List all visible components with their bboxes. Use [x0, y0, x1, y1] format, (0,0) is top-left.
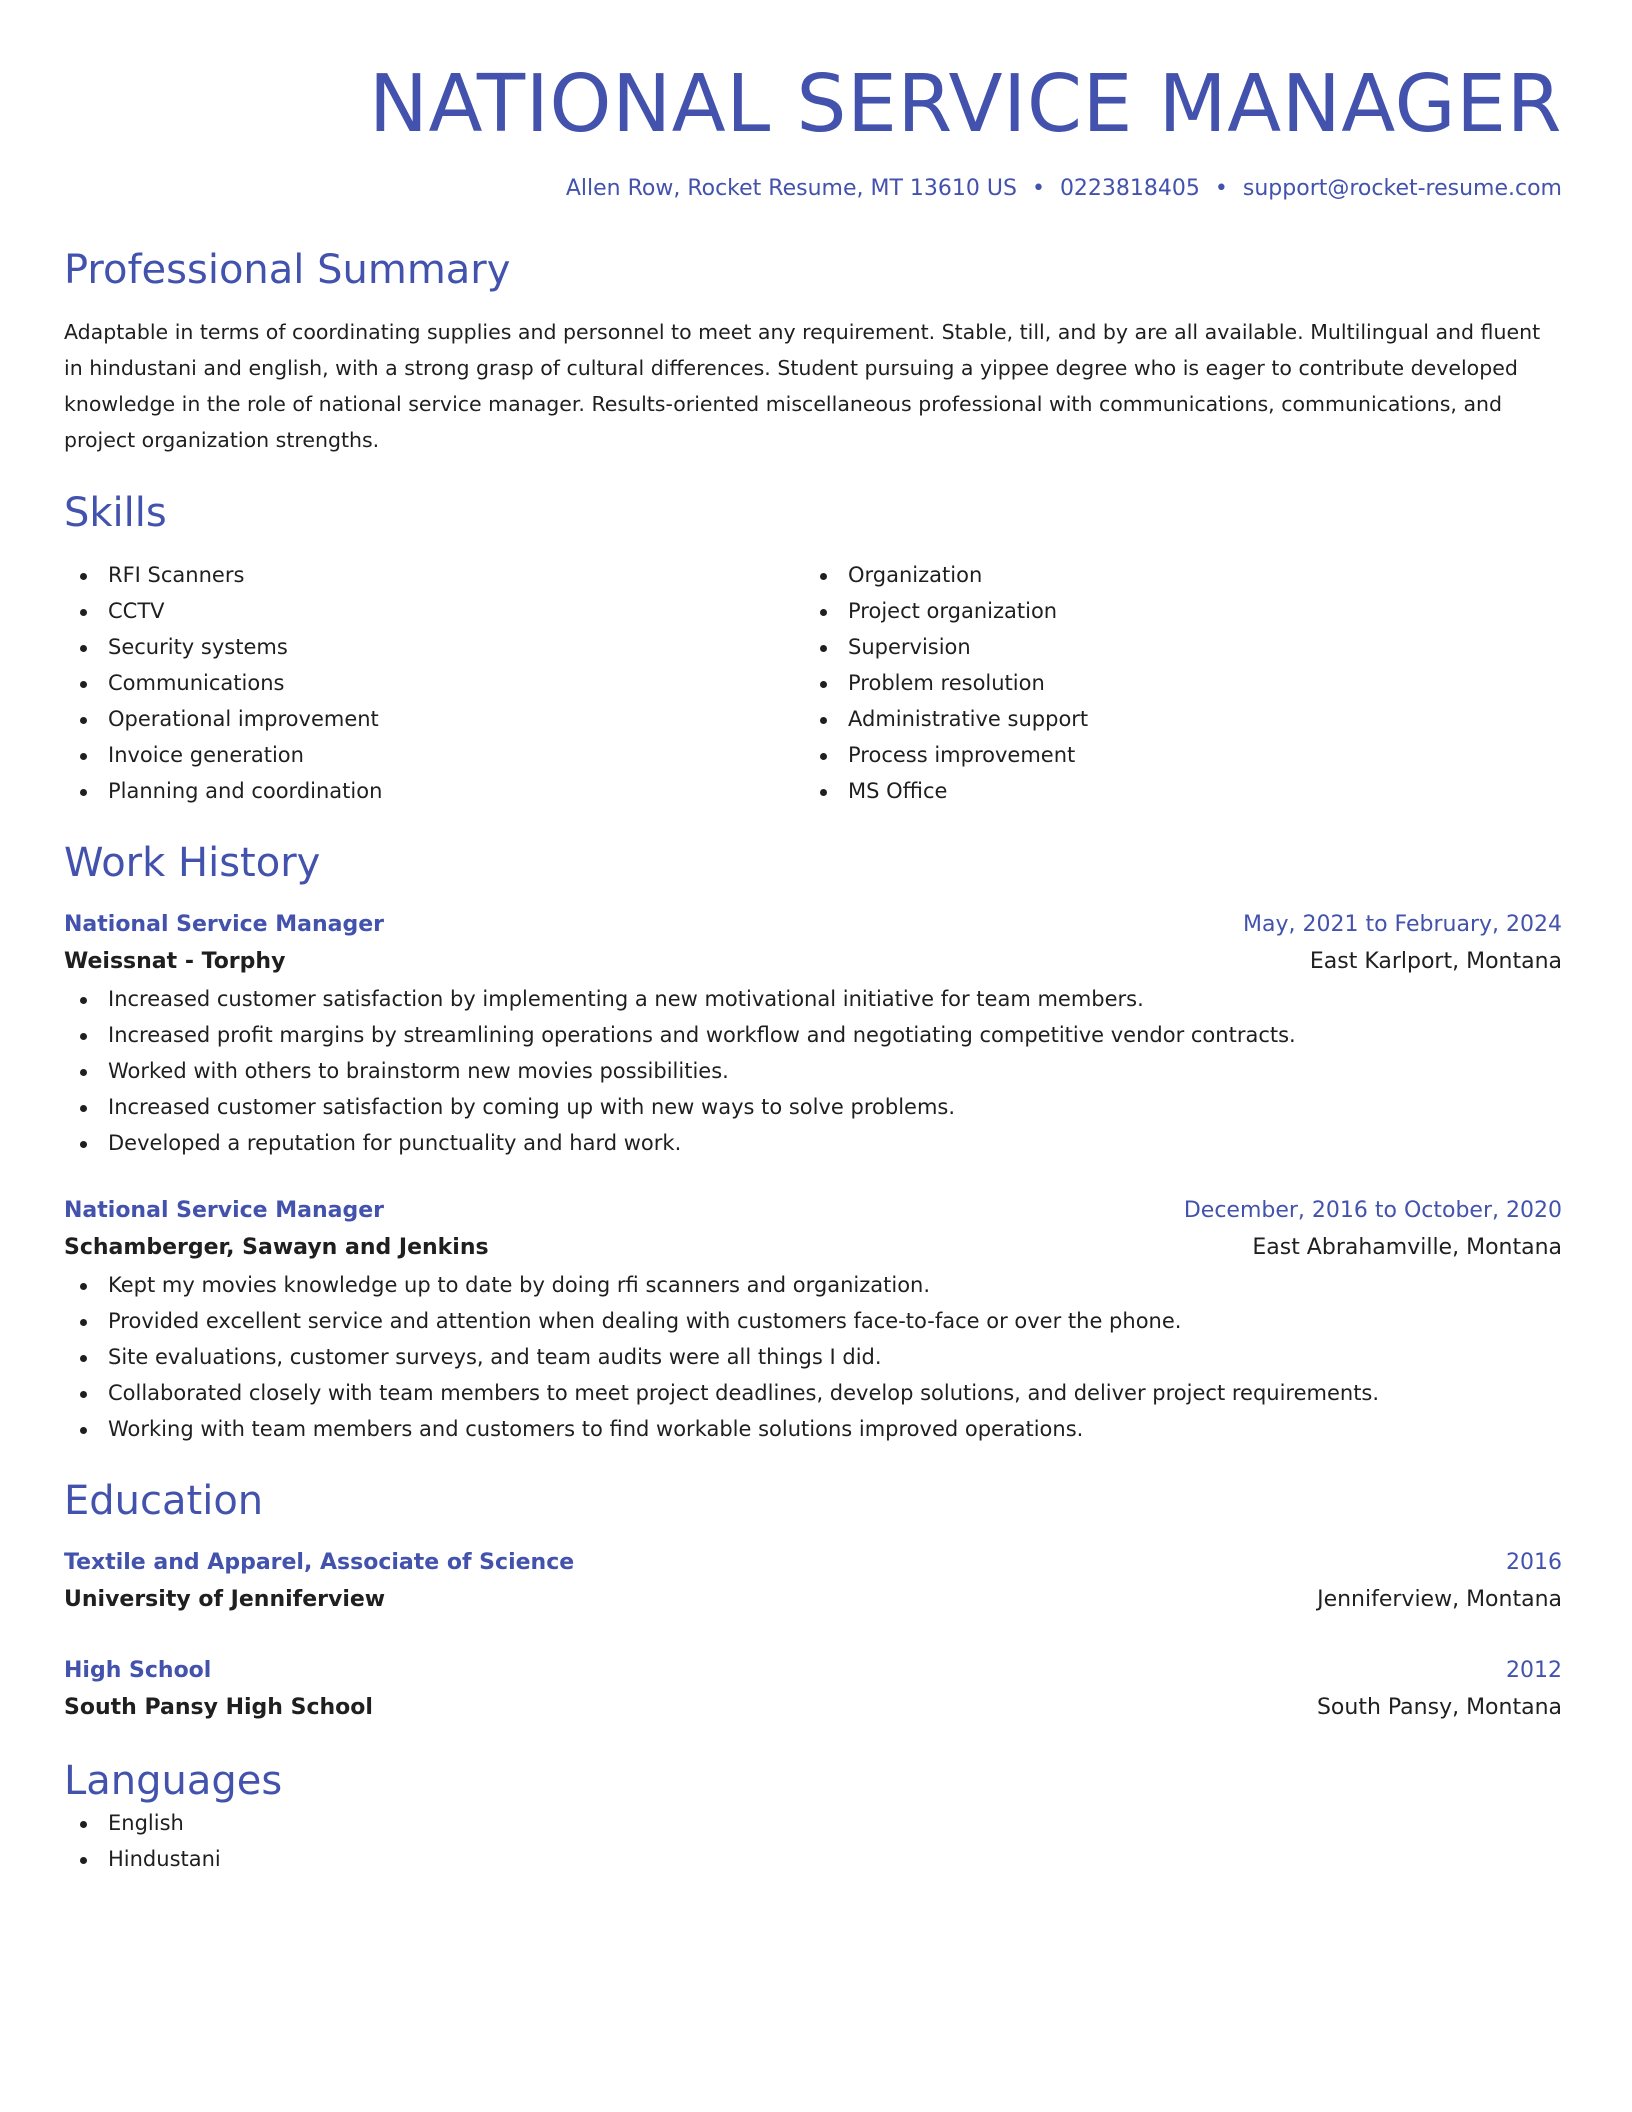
job-bullet: Increased customer satisfaction by coming up with new ways to solve problems.	[64, 1089, 1562, 1125]
skill-item: Administrative support	[804, 701, 1544, 737]
job-bullet: Increased profit margins by streamlining operations and workflow and negotiating competitive vendor contracts.	[64, 1017, 1562, 1053]
skill-item: Operational improvement	[64, 701, 804, 737]
summary-text: Adaptable in terms of coordinating supplies and personnel to meet any requirement. Stable, till, and by are all available. Multilingual and fluent in hindustani and english, with a strong grasp of cultural differences. Student pursuing a yippee degree who is eager to contribute developed knowledge in the role of national service manager. Results-oriented miscellaneous professional with communications, communications, and project organization strengths.	[64, 320, 1541, 452]
skills-column-right	[804, 557, 1544, 809]
job-company: Weissnat - Torphy	[64, 949, 286, 974]
summary-section-title: Professional Summary	[64, 247, 511, 293]
languages-list	[64, 1805, 1562, 1877]
education-section-title: Education	[64, 1478, 264, 1524]
skills-list	[64, 557, 1562, 809]
skill-item: Organization	[804, 557, 1544, 593]
education-location: Jenniferview, Montana	[1317, 1587, 1562, 1612]
skill-item: Supervision	[804, 629, 1544, 665]
resume-name-heading: NATIONAL SERVICE MANAGER	[368, 58, 1562, 150]
job-dates: May, 2021 to February, 2024	[1243, 912, 1562, 937]
job-title: National Service Manager	[64, 1198, 385, 1223]
job-title: National Service Manager	[64, 912, 385, 937]
contact-line	[64, 174, 1562, 204]
education-header	[64, 1653, 1562, 1689]
job-bullet: Worked with others to brainstorm new movies possibilities.	[64, 1053, 1562, 1089]
contact-separator: •	[1214, 176, 1228, 201]
job-entry	[64, 1193, 1562, 1447]
skill-item: Communications	[64, 665, 804, 701]
education-degree: Textile and Apparel, Associate of Science	[64, 1550, 575, 1575]
language-item: English	[64, 1805, 1562, 1841]
job-header	[64, 1193, 1562, 1229]
education-subheader	[64, 1581, 1562, 1619]
contact-phone: 0223818405	[1059, 176, 1200, 201]
skill-item: Project organization	[804, 593, 1544, 629]
education-school: University of Jenniferview	[64, 1587, 386, 1612]
education-year: 2016	[1506, 1550, 1562, 1575]
job-location: East Karlport, Montana	[1309, 949, 1562, 974]
skill-item: Invoice generation	[64, 737, 804, 773]
education-degree: High School	[64, 1658, 212, 1683]
job-bullet: Working with team members and customers to find workable solutions improved operations.	[64, 1411, 1562, 1447]
skills-section-title: Skills	[64, 490, 167, 536]
contact-address: Allen Row, Rocket Resume, MT 13610 US	[565, 176, 1017, 201]
education-location: South Pansy, Montana	[1316, 1695, 1562, 1720]
job-bullet: Site evaluations, customer surveys, and team audits were all things I did.	[64, 1339, 1562, 1375]
skill-item: CCTV	[64, 593, 804, 629]
education-subheader	[64, 1689, 1562, 1727]
skills-column-left	[64, 557, 804, 809]
job-dates: December, 2016 to October, 2020	[1183, 1198, 1562, 1223]
education-school: South Pansy High School	[64, 1695, 373, 1720]
education-header	[64, 1545, 1562, 1581]
job-bullet: Collaborated closely with team members to meet project deadlines, develop solutions, and deliver project requirements.	[64, 1375, 1562, 1411]
language-item: Hindustani	[64, 1841, 1562, 1877]
skill-item: RFI Scanners	[64, 557, 804, 593]
job-header	[64, 907, 1562, 943]
job-company: Schamberger, Sawayn and Jenkins	[64, 1235, 489, 1260]
job-bullet: Developed a reputation for punctuality and hard work.	[64, 1125, 1562, 1161]
skill-item: Process improvement	[804, 737, 1544, 773]
job-bullets	[64, 981, 1562, 1161]
contact-separator: •	[1031, 176, 1045, 201]
job-subheader	[64, 943, 1562, 981]
job-entry	[64, 907, 1562, 1161]
skill-item: MS Office	[804, 773, 1544, 809]
contact-email: support@rocket-resume.com	[1242, 176, 1562, 201]
job-bullets	[64, 1267, 1562, 1447]
skill-item: Planning and coordination	[64, 773, 804, 809]
education-entry	[64, 1545, 1562, 1619]
resume-page	[64, 0, 1562, 1877]
languages-section-title: Languages	[64, 1758, 283, 1804]
skill-item: Security systems	[64, 629, 804, 665]
job-bullet: Provided excellent service and attention when dealing with customers face-to-face or over the phone.	[64, 1303, 1562, 1339]
job-bullet: Kept my movies knowledge up to date by doing rfi scanners and organization.	[64, 1267, 1562, 1303]
work-history-section-title: Work History	[64, 840, 321, 886]
job-bullet: Increased customer satisfaction by implementing a new motivational initiative for team members.	[64, 981, 1562, 1017]
skill-item: Problem resolution	[804, 665, 1544, 701]
education-year: 2012	[1506, 1658, 1562, 1683]
education-entry	[64, 1653, 1562, 1727]
job-location: East Abrahamville, Montana	[1252, 1235, 1562, 1260]
job-subheader	[64, 1229, 1562, 1267]
